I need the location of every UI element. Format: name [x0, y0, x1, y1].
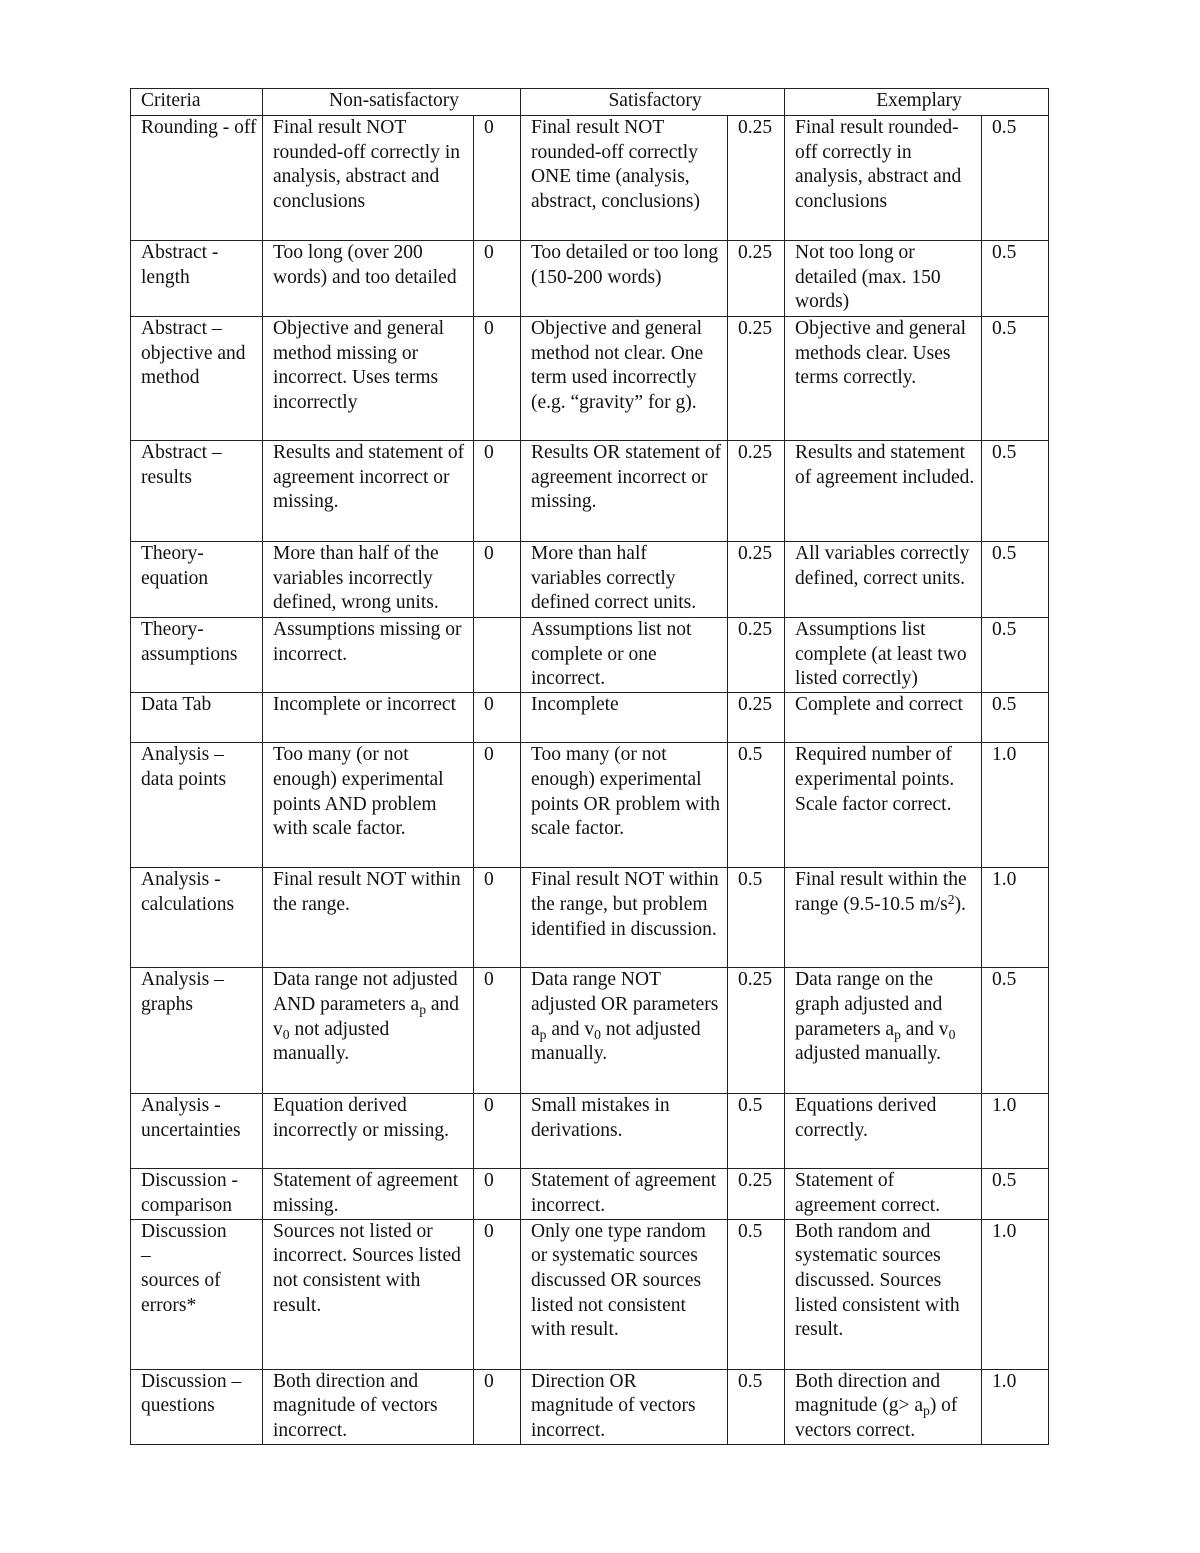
exemplary-score: 1.0	[982, 1219, 1049, 1369]
exemplary-cell: Final result rounded-off correctly in analysis, abstract and conclusions	[785, 116, 982, 241]
non-satisfactory-score: 0	[474, 116, 521, 241]
non-satisfactory-score: 0	[474, 693, 521, 743]
criteria-cell: Rounding - off	[131, 116, 263, 241]
satisfactory-cell: Data range NOT adjusted OR parameters $a_p$ and $v_0$ not adjusted manually.	[521, 968, 728, 1094]
satisfactory-score: 0.25	[728, 116, 785, 241]
header-exemplary: Exemplary	[785, 89, 1049, 116]
satisfactory-cell: More than half variables correctly defined correct units.	[521, 542, 728, 618]
table-row	[131, 542, 1049, 618]
exemplary-cell: Results and statement of agreement included.	[785, 441, 982, 542]
non-satisfactory-score: 0	[474, 1219, 521, 1369]
exemplary-score: 0.5	[982, 618, 1049, 693]
table-row	[131, 968, 1049, 1094]
criteria-cell: Theory- equation	[131, 542, 263, 618]
satisfactory-score: 0.5	[728, 1094, 785, 1169]
non-satisfactory-score: 0	[474, 1094, 521, 1169]
exemplary-score: 0.5	[982, 1169, 1049, 1219]
satisfactory-score: 0.25	[728, 441, 785, 542]
satisfactory-cell: Small mistakes in derivations.	[521, 1094, 728, 1169]
exemplary-cell: All variables correctly defined, correct units.	[785, 542, 982, 618]
satisfactory-cell: Statement of agreement incorrect.	[521, 1169, 728, 1219]
criteria-cell: Analysis – data points	[131, 743, 263, 868]
satisfactory-score: 0.25	[728, 693, 785, 743]
table-row	[131, 116, 1049, 241]
satisfactory-score: 0.25	[728, 542, 785, 618]
header-satisfactory: Satisfactory	[521, 89, 785, 116]
exemplary-cell: Not too long or detailed (max. 150 words)	[785, 241, 982, 317]
exemplary-cell: Final result within the range (9.5-10.5 $m/s^2$).	[785, 868, 982, 968]
satisfactory-score: 0.25	[728, 968, 785, 1094]
non-satisfactory-score: 0	[474, 743, 521, 868]
rubric-table	[130, 88, 1049, 1445]
non-satisfactory-cell: Equation derived incorrectly or missing.	[263, 1094, 474, 1169]
non-satisfactory-cell: Incomplete or incorrect	[263, 693, 474, 743]
criteria-cell: Discussion – sources of errors*	[131, 1219, 263, 1369]
exemplary-score: 0.5	[982, 542, 1049, 618]
non-satisfactory-cell: Objective and general method missing or incorrect. Uses terms incorrectly	[263, 317, 474, 441]
non-satisfactory-cell: Results and statement of agreement incorrect or missing.	[263, 441, 474, 542]
criteria-cell: Abstract - length	[131, 241, 263, 317]
exemplary-cell: Both random and systematic sources discussed. Sources listed consistent with result.	[785, 1219, 982, 1369]
table-row	[131, 868, 1049, 968]
satisfactory-score: 0.5	[728, 743, 785, 868]
exemplary-score: 0.5	[982, 441, 1049, 542]
exemplary-cell: Assumptions list complete (at least two listed correctly)	[785, 618, 982, 693]
table-row	[131, 441, 1049, 542]
satisfactory-score: 0.5	[728, 1369, 785, 1444]
non-satisfactory-cell: Both direction and magnitude of vectors incorrect.	[263, 1369, 474, 1444]
criteria-cell: Data Tab	[131, 693, 263, 743]
satisfactory-score: 0.25	[728, 1169, 785, 1219]
exemplary-score: 0.5	[982, 317, 1049, 441]
non-satisfactory-cell: Sources not listed or incorrect. Sources listed not consistent with result.	[263, 1219, 474, 1369]
header-non-satisfactory: Non-satisfactory	[263, 89, 521, 116]
non-satisfactory-cell: Final result NOT rounded-off correctly in analysis, abstract and conclusions	[263, 116, 474, 241]
table-row	[131, 743, 1049, 868]
exemplary-score: 0.5	[982, 968, 1049, 1094]
non-satisfactory-score: 0	[474, 542, 521, 618]
criteria-cell: Abstract – objective and method	[131, 317, 263, 441]
non-satisfactory-score: 0	[474, 441, 521, 542]
criteria-cell: Theory- assumptions	[131, 618, 263, 693]
exemplary-cell: Statement of agreement correct.	[785, 1169, 982, 1219]
table-row	[131, 241, 1049, 317]
exemplary-score: 1.0	[982, 1094, 1049, 1169]
table-row	[131, 618, 1049, 693]
non-satisfactory-score: 0	[474, 317, 521, 441]
non-satisfactory-cell: More than half of the variables incorrectly defined, wrong units.	[263, 542, 474, 618]
header-row	[131, 89, 1049, 116]
satisfactory-cell: Only one type random or systematic sources discussed OR sources listed not consistent with result.	[521, 1219, 728, 1369]
satisfactory-cell: Final result NOT within the range, but problem identified in discussion.	[521, 868, 728, 968]
table-row	[131, 1169, 1049, 1219]
non-satisfactory-score: 0	[474, 868, 521, 968]
exemplary-cell: Complete and correct	[785, 693, 982, 743]
non-satisfactory-score: 0	[474, 241, 521, 317]
satisfactory-score: 0.25	[728, 317, 785, 441]
exemplary-score: 0.5	[982, 116, 1049, 241]
satisfactory-cell: Objective and general method not clear. One term used incorrectly (e.g. “gravity” for g).	[521, 317, 728, 441]
exemplary-score: 1.0	[982, 743, 1049, 868]
satisfactory-cell: Too many (or not enough) experimental points OR problem with scale factor.	[521, 743, 728, 868]
criteria-cell: Abstract – results	[131, 441, 263, 542]
exemplary-cell: Required number of experimental points. Scale factor correct.	[785, 743, 982, 868]
non-satisfactory-cell: Too many (or not enough) experimental points AND problem with scale factor.	[263, 743, 474, 868]
non-satisfactory-score: 0	[474, 968, 521, 1094]
criteria-cell: Analysis - uncertainties	[131, 1094, 263, 1169]
table-row	[131, 1094, 1049, 1169]
header-criteria: Criteria	[131, 89, 263, 116]
non-satisfactory-score: 0	[474, 1169, 521, 1219]
criteria-cell: Discussion – questions	[131, 1369, 263, 1444]
exemplary-cell: Data range on the graph adjusted and parameters $a_p$ and $v_0$ adjusted manually.	[785, 968, 982, 1094]
criteria-cell: Analysis – graphs	[131, 968, 263, 1094]
criteria-cell: Analysis - calculations	[131, 868, 263, 968]
exemplary-cell: Equations derived correctly.	[785, 1094, 982, 1169]
table-row	[131, 1219, 1049, 1369]
non-satisfactory-score	[474, 618, 521, 693]
non-satisfactory-cell: Data range not adjusted AND parameters $a_p$ and $v_0$ not adjusted manually.	[263, 968, 474, 1094]
non-satisfactory-cell: Final result NOT within the range.	[263, 868, 474, 968]
criteria-cell: Discussion - comparison	[131, 1169, 263, 1219]
exemplary-score: 0.5	[982, 241, 1049, 317]
satisfactory-cell: Incomplete	[521, 693, 728, 743]
non-satisfactory-cell: Assumptions missing or incorrect.	[263, 618, 474, 693]
non-satisfactory-cell: Too long (over 200 words) and too detailed	[263, 241, 474, 317]
satisfactory-cell: Direction OR magnitude of vectors incorrect.	[521, 1369, 728, 1444]
non-satisfactory-score: 0	[474, 1369, 521, 1444]
exemplary-cell: Both direction and magnitude $(g> a_p)$ of vectors correct.	[785, 1369, 982, 1444]
satisfactory-cell: Final result NOT rounded-off correctly ONE time (analysis, abstract, conclusions)	[521, 116, 728, 241]
satisfactory-score: 0.5	[728, 868, 785, 968]
exemplary-score: 1.0	[982, 1369, 1049, 1444]
satisfactory-score: 0.5	[728, 1219, 785, 1369]
exemplary-cell: Objective and general methods clear. Uses terms correctly.	[785, 317, 982, 441]
table-row	[131, 1369, 1049, 1444]
non-satisfactory-cell: Statement of agreement missing.	[263, 1169, 474, 1219]
table-row	[131, 693, 1049, 743]
satisfactory-cell: Assumptions list not complete or one incorrect.	[521, 618, 728, 693]
satisfactory-score: 0.25	[728, 618, 785, 693]
exemplary-score: 0.5	[982, 693, 1049, 743]
satisfactory-score: 0.25	[728, 241, 785, 317]
satisfactory-cell: Too detailed or too long (150-200 words)	[521, 241, 728, 317]
exemplary-score: 1.0	[982, 868, 1049, 968]
table-row	[131, 317, 1049, 441]
satisfactory-cell: Results OR statement of agreement incorrect or missing.	[521, 441, 728, 542]
